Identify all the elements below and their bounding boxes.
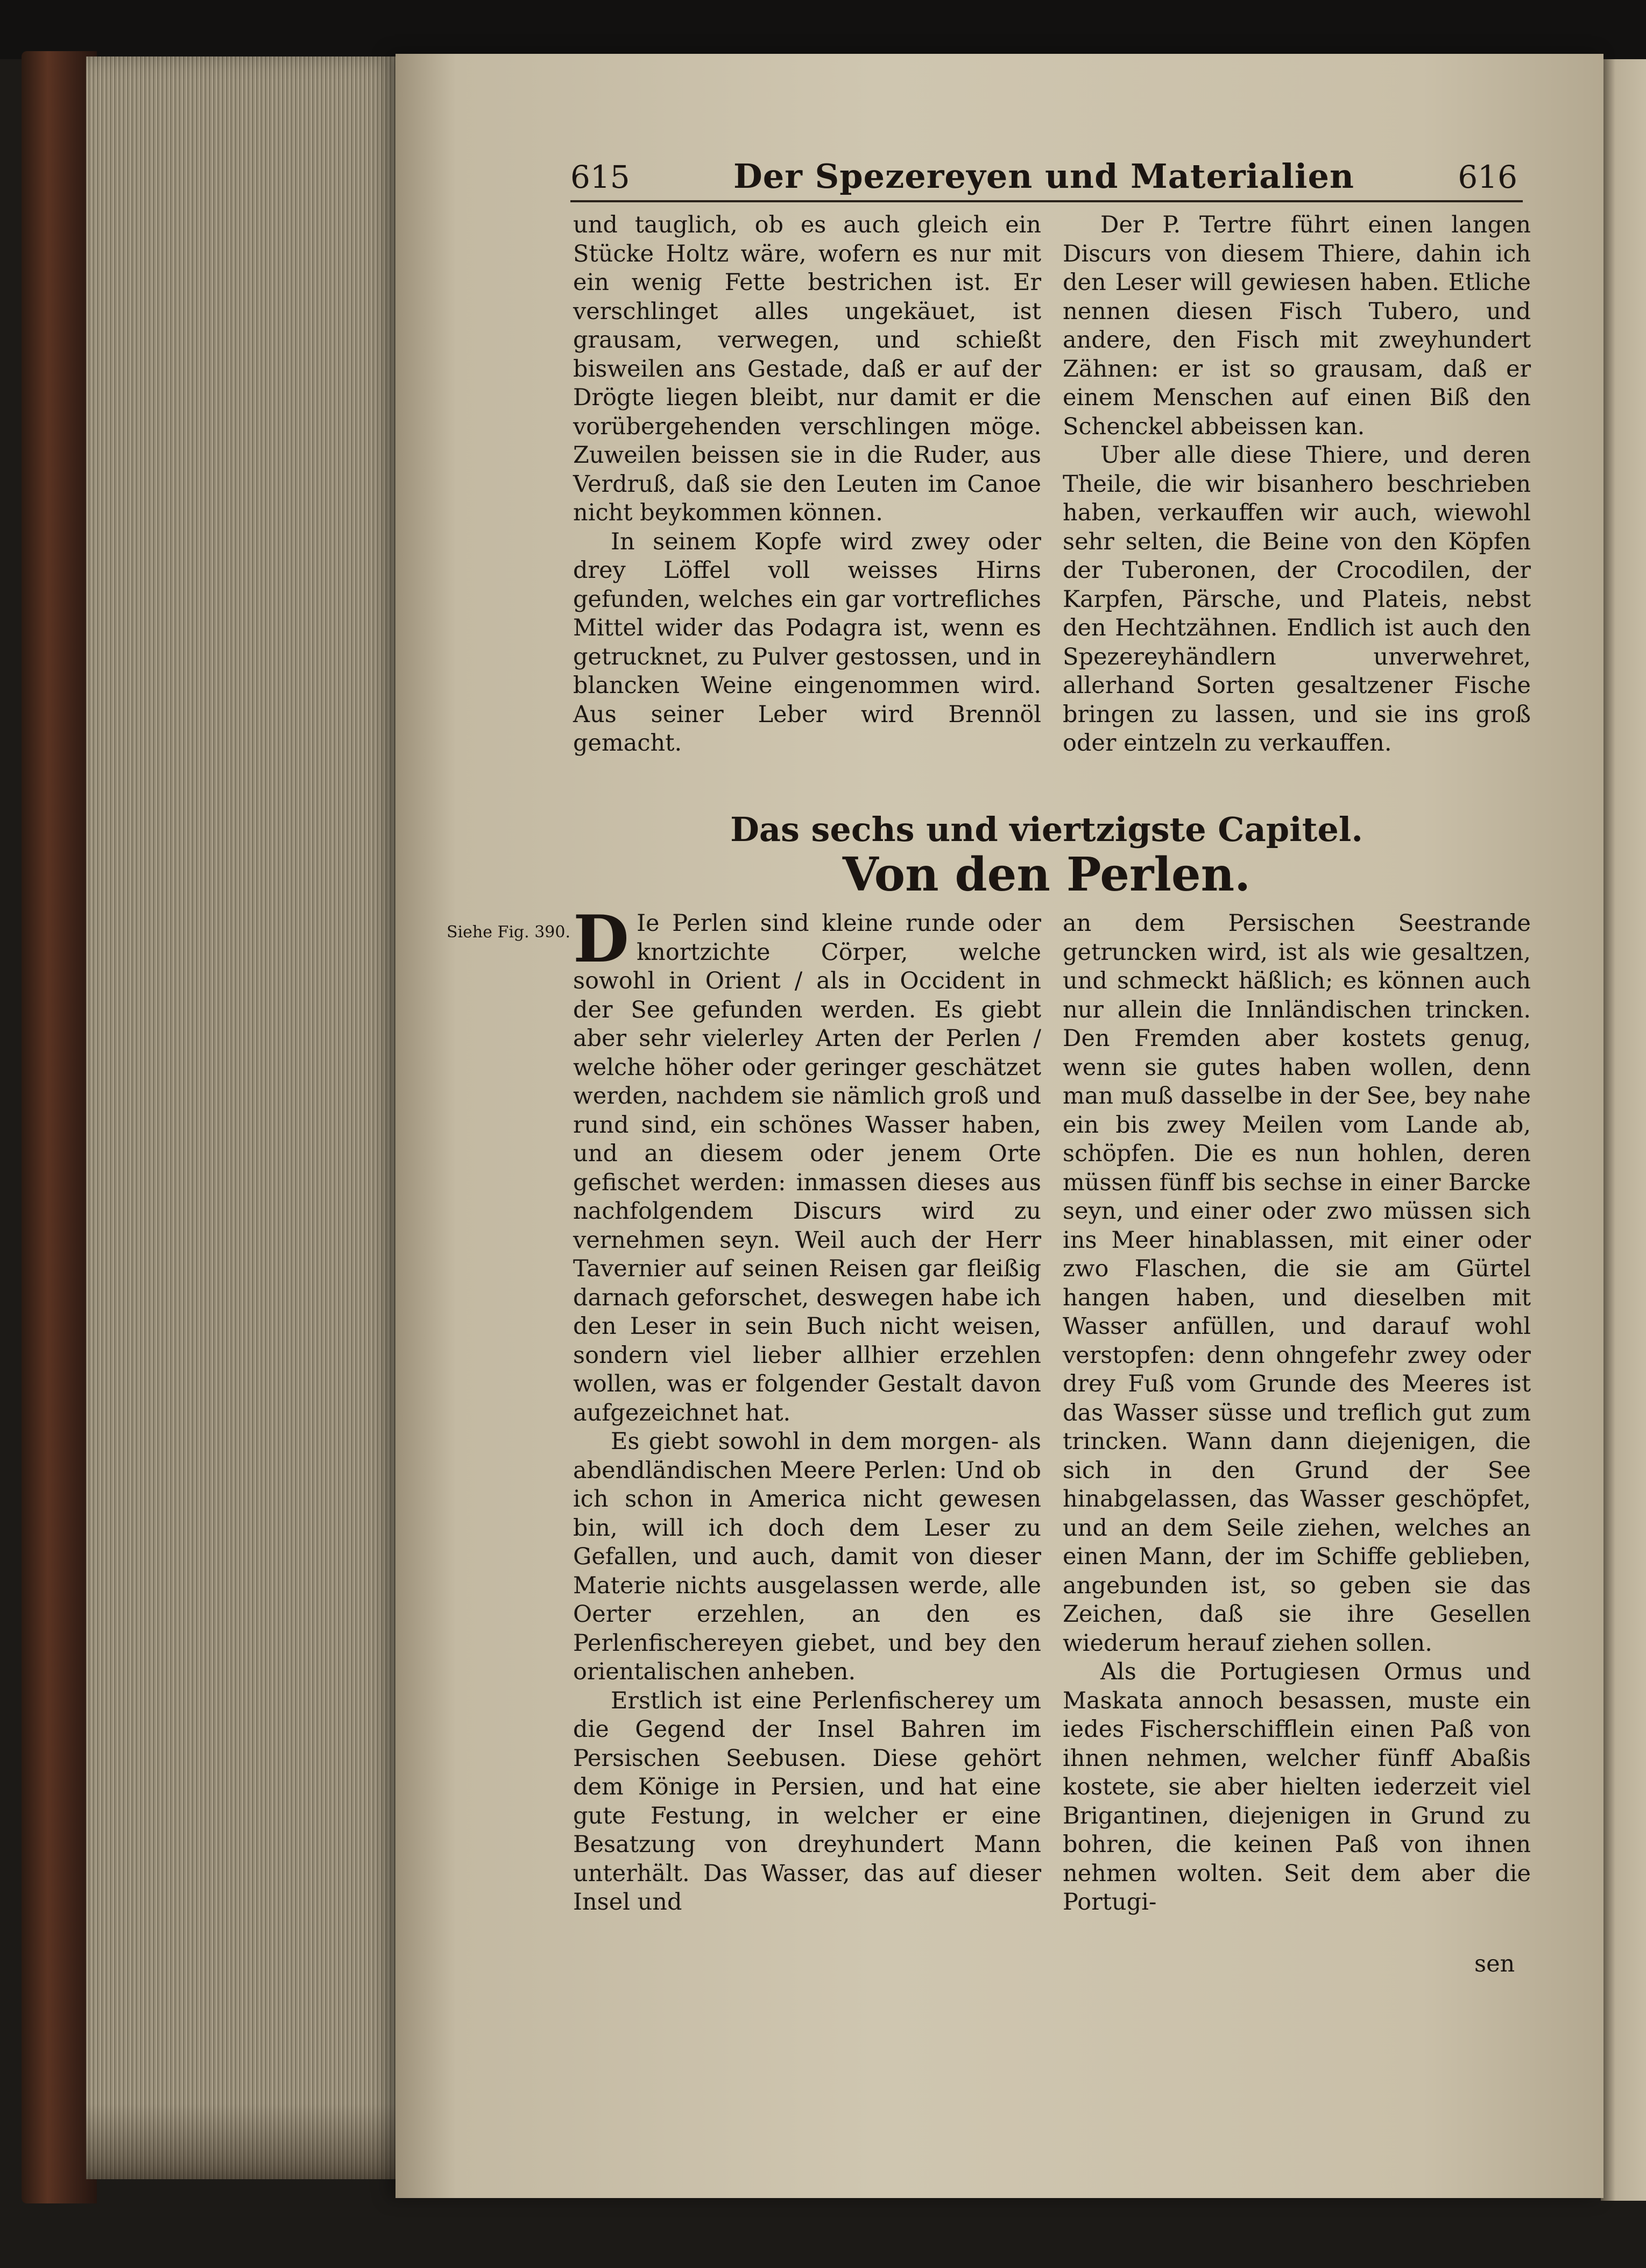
right-column-bottom xyxy=(1063,909,1531,1917)
chapter-title: Das sechs und viertzigste Capitel. xyxy=(730,810,1363,849)
paragraph: Uber alle diese Thiere, und deren Theile, die wir bisanhero beschrieben haben, verkauffen wir auch, wiewohl sehr selten, die Beine von den Köpfen der Tuberonen, der Crocodilen, der Karpfen, Pärsche, und Plateis, nebst den Hechtzähnen. Endlich ist auch den Spezereyhändlern unverwehret, allerhand Sorten gesaltzener Fische bringen zu lassen, und sie ins groß oder eintzeln zu verkauffen. xyxy=(1063,442,1531,757)
paragraph: In seinem Kopfe wird zwey oder drey Löffel voll weisses Hirns gefunden, welches ein gar vortrefliches Mittel wider das Podagra ist, wenn es getrucknet, zu Pulver gestossen, und in blancken Weine eingenommen wird. Aus seiner Leber wird Brennöl gemacht. xyxy=(573,528,1041,757)
paragraph: Der P. Tertre führt einen langen Discurs von diesem Thiere, dahin ich den Leser will gewiesen haben. Etliche nennen diesen Fisch Tubero, und andere, den Fisch mit zweyhundert Zähnen: er ist so grausam, daß er einem Menschen auf einen Biß den Schenckel abbeissen kan. xyxy=(1063,211,1531,440)
paragraph: Als die Portugiesen Ormus und Maskata annoch besassen, muste ein iedes Fischerschifflein einen Paß von ihnen nehmen, welcher fünff Abaßis kostete, sie aber hielten iederzeit viel Brigantinen, diejenigen in Grund zu bohren, die keinen Paß von ihnen nehmen wolten. Seit dem aber die Portugi- xyxy=(1063,1658,1531,1916)
paragraph-text: Ie Perlen sind kleine runde oder knortzichte Cörper, welche sowohl in Orient / als in Occident in der See gefunden werden. Es giebt aber sehr vielerley Arten der Perlen / welche höher oder geringer geschätzet werden, nachdem sie nämlich groß und rund sind, ein schönes Wasser haben, und an diesem oder jenem Orte gefischet werden: inmassen dieses aus nachfolgendem Discurs wird zu vernehmen seyn. Weil auch der Herr Tavernier auf seinen Reisen gar fleißig darnach geforschet, deswegen habe ich den Leser in sein Buch nicht weisen, sondern viel lieber allhier erzehlen wollen, was er folgender Gestalt davon aufgezeichnet hat. xyxy=(573,910,1041,1426)
running-header xyxy=(570,159,1517,202)
facing-page-edge xyxy=(1601,59,1646,2201)
section-title: Von den Perlen. xyxy=(842,847,1251,902)
left-column-top xyxy=(573,211,1041,758)
page-number-left: 615 xyxy=(570,159,630,195)
paragraph: und tauglich, ob es auch gleich ein Stücke Holtz wäre, wofern es nur mit ein wenig Fette bestrichen ist. Er verschlinget alles ungekäuet, ist grausam, verwegen, und schießt bisweilen ans Gestade, daß er auf der Drögte liegen bleibt, nur damit er die vorübergehenden verschlingen möge. Zuweilen beissen sie in die Ruder, aus Verdruß, daß sie den Leuten im Canoe nicht beykommen können. xyxy=(573,211,1041,526)
page-edges xyxy=(86,56,409,2179)
paragraph xyxy=(573,901,1041,1428)
left-column-bottom xyxy=(573,901,1041,1917)
background-top xyxy=(0,0,1646,59)
margin-note: Siehe Fig. 390. xyxy=(447,923,570,942)
header-rule xyxy=(570,200,1523,202)
catchword: sen xyxy=(1474,1951,1515,1977)
paragraph: Erstlich ist eine Perlenfischerey um die Gegend der Insel Bahren im Persischen Seebusen. Diese gehört dem Könige in Persien, und hat eine gute Festung, in welcher er eine Besatzung von dreyhundert Mann unterhält. Das Wasser, das auf dieser Insel und xyxy=(573,1687,1041,1916)
paragraph: an dem Persischen Seestrande getruncken wird, ist als wie gesaltzen, und schmeckt häßlich; es können auch nur allein die Innländischen trincken. Den Fremden aber kostets genug, wenn sie gutes haben wollen, denn man muß dasselbe in der See, bey nahe ein bis zwey Meilen vom Lande ab, schöpfen. Die es nun hohlen, deren müssen fünff bis sechse in einer Barcke seyn, und einer oder zwo müssen sich ins Meer hinablassen, mit einer oder zwo Flaschen, die sie am Gürtel hangen haben, und dieselben mit Wasser anfüllen, und darauf wohl verstopfen: denn ohngefehr zwey oder drey Fuß vom Grunde des Meeres ist das Wasser süsse und treflich gut zum trincken. Wann dann diejenigen, die sich in den Grund der See hinabgelassen, das Wasser geschöpfet, und an dem Seile ziehen, welches an einen Mann, der im Schiffe geblieben, angebunden ist, so geben sie das Zeichen, daß sie ihre Gesellen wiederum herauf ziehen sollen. xyxy=(1063,910,1531,1657)
right-column-top xyxy=(1063,211,1531,758)
paragraph: Es giebt sowohl in dem morgen- als abendländischen Meere Perlen: Und ob ich schon in America nicht gewesen bin, will ich doch dem Leser zu Gefallen, und auch, damit von dieser Materie nichts ausgelassen werde, alle Oerter erzehlen, an den es Perlenfischereyen giebet, und bey den orientalischen anheben. xyxy=(573,1428,1041,1685)
running-title: Der Spezereyen und Materialien xyxy=(733,157,1354,196)
book-cover-edge xyxy=(22,51,97,2203)
drop-cap: D xyxy=(573,901,630,977)
page-number-right: 616 xyxy=(1458,159,1517,195)
